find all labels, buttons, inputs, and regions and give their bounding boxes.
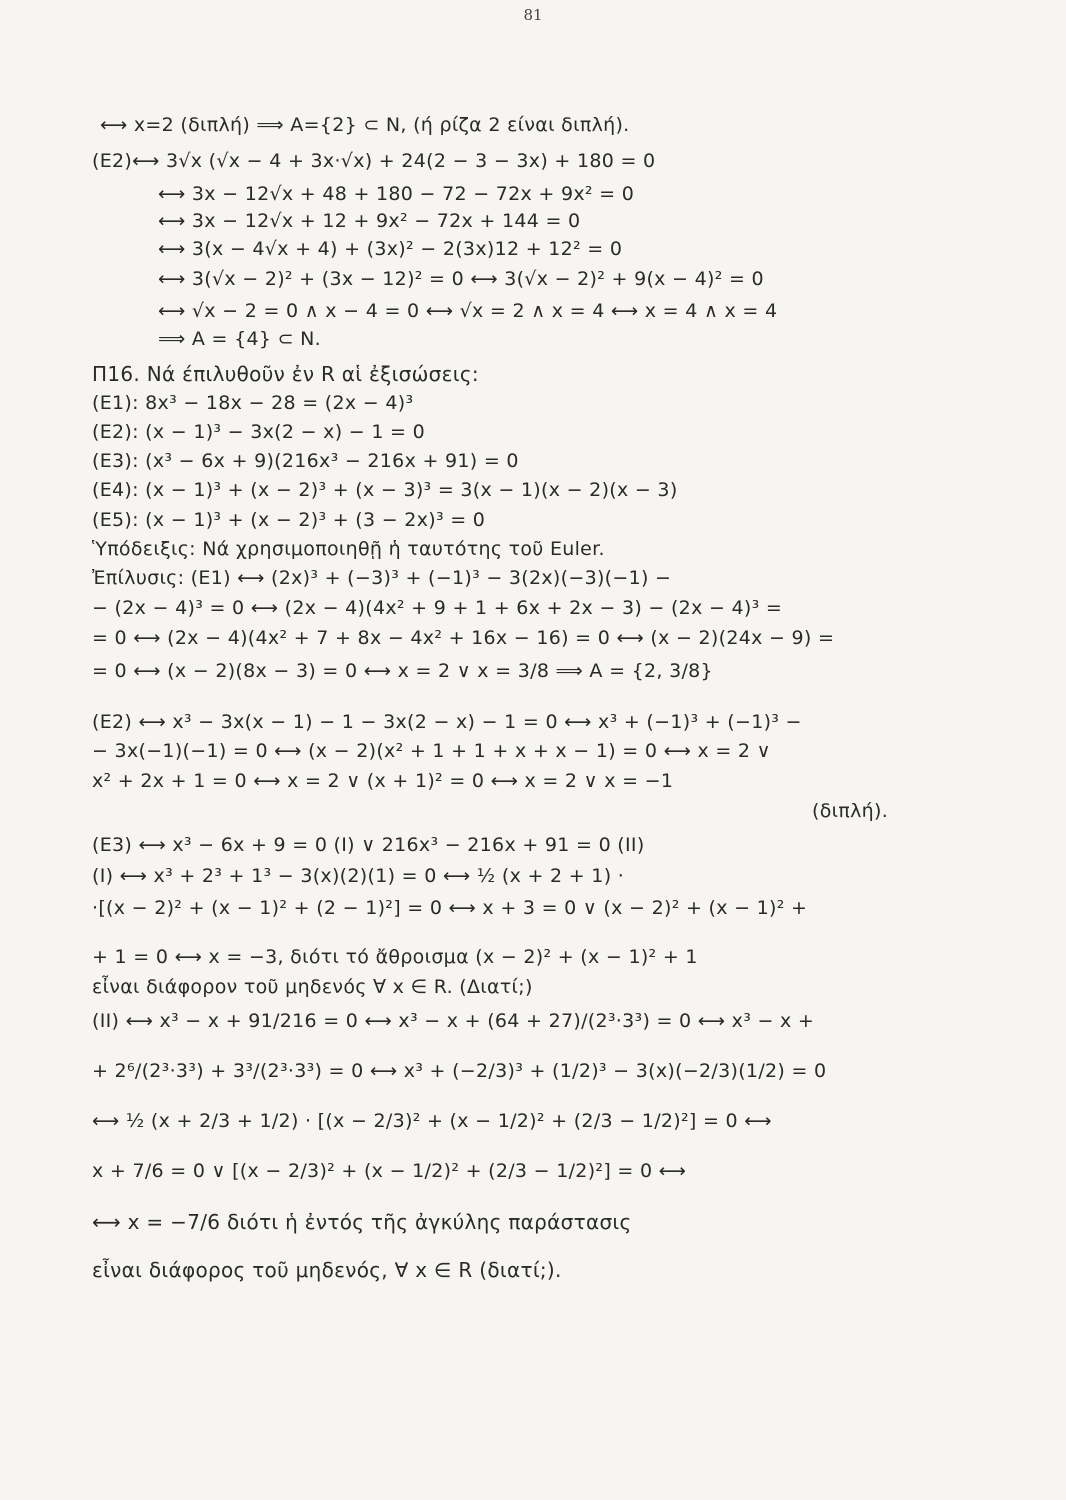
- solution-line: + 1 = 0 ⟷ x = −3, διότι τό ἄθροισμα (x − 2)² + (x − 1)² + 1: [92, 946, 698, 968]
- solution-line: (E2)⟷ 3√x (√x − 4 + 3x·√x) + 24(2 − 3 − 3x) + 180 = 0: [92, 150, 656, 172]
- equation-line: (E4): (x − 1)³ + (x − 2)³ + (x − 3)³ = 3(x − 1)(x − 2)(x − 3): [92, 479, 678, 501]
- hint-line: Ὑπόδειξις: Νά χρησιμοποιηθῇ ἡ ταυτότης τοῦ Euler.: [92, 538, 605, 560]
- page-number: 81: [523, 6, 543, 24]
- solution-line: − 3x(−1)(−1) = 0 ⟷ (x − 2)(x² + 1 + 1 + x + x − 1) = 0 ⟷ x = 2 ∨: [92, 740, 771, 762]
- solution-line: εἶναι διάφορος τοῦ μηδενός, ∀ x ∈ R (διατί;).: [92, 1258, 562, 1282]
- solution-line: ⟹ A = {4} ⊂ N.: [158, 328, 321, 350]
- solution-line: ·[(x − 2)² + (x − 1)² + (2 − 1)²] = 0 ⟷ x + 3 = 0 ∨ (x − 2)² + (x − 1)² +: [92, 897, 808, 919]
- solution-line: (I) ⟷ x³ + 2³ + 1³ − 3(x)(2)(1) = 0 ⟷ ½ (x + 2 + 1) ·: [92, 865, 625, 887]
- solution-line: x + 7/6 = 0 ∨ [(x − 2/3)² + (x − 1/2)² + (2/3 − 1/2)²] = 0 ⟷: [92, 1160, 687, 1182]
- solution-line: (E3) ⟷ x³ − 6x + 9 = 0 (I) ∨ 216x³ − 216x + 91 = 0 (II): [92, 834, 645, 856]
- solution-line: ⟷ 3(√x − 2)² + (3x − 12)² = 0 ⟷ 3(√x − 2)² + 9(x − 4)² = 0: [158, 268, 764, 290]
- equation-line: (E3): (x³ − 6x + 9)(216x³ − 216x + 91) = 0: [92, 450, 519, 472]
- solution-line: = 0 ⟷ (2x − 4)(4x² + 7 + 8x − 4x² + 16x − 16) = 0 ⟷ (x − 2)(24x − 9) =: [92, 627, 835, 649]
- solution-line: ⟷ 3x − 12√x + 12 + 9x² − 72x + 144 = 0: [158, 210, 581, 232]
- solution-line: = 0 ⟷ (x − 2)(8x − 3) = 0 ⟷ x = 2 ∨ x = 3/8 ⟹ A = {2, 3/8}: [92, 660, 713, 682]
- equation-line: (E2): (x − 1)³ − 3x(2 − x) − 1 = 0: [92, 421, 425, 443]
- solution-line: x² + 2x + 1 = 0 ⟷ x = 2 ∨ (x + 1)² = 0 ⟷ x = 2 ∨ x = −1: [92, 770, 674, 792]
- solution-line: − (2x − 4)³ = 0 ⟷ (2x − 4)(4x² + 9 + 1 + 6x + 2x − 3) − (2x − 4)³ =: [92, 597, 783, 619]
- solution-line: + 2⁶/(2³·3³) + 3³/(2³·3³) = 0 ⟷ x³ + (−2/3)³ + (1/2)³ − 3(x)(−2/3)(1/2) = 0: [92, 1060, 827, 1082]
- solution-line: (διπλή).: [812, 800, 889, 822]
- solution-line: ⟷ 3(x − 4√x + 4) + (3x)² − 2(3x)12 + 12² = 0: [158, 238, 623, 260]
- solution-line: ⟷ x=2 (διπλή) ⟹ A={2} ⊂ N, (ή ρίζα 2 είναι διπλή).: [100, 114, 630, 136]
- solution-line: (II) ⟷ x³ − x + 91/216 = 0 ⟷ x³ − x + (64 + 27)/(2³·3³) = 0 ⟷ x³ − x +: [92, 1010, 815, 1032]
- solution-line: ⟷ x = −7/6 διότι ἡ ἐντός τῆς ἀγκύλης παράστασις: [92, 1210, 632, 1234]
- solution-line: (E2) ⟷ x³ − 3x(x − 1) − 1 − 3x(2 − x) − 1 = 0 ⟷ x³ + (−1)³ + (−1)³ −: [92, 711, 802, 733]
- problem-heading: Π16. Νά έπιλυθοῦν ἐν R αἱ ἐξισώσεις:: [92, 362, 479, 386]
- solution-line: Ἐπίλυσις: (E1) ⟷ (2x)³ + (−3)³ + (−1)³ − 3(2x)(−3)(−1) −: [92, 567, 672, 589]
- solution-line: ⟷ ½ (x + 2/3 + 1/2) · [(x − 2/3)² + (x − 1/2)² + (2/3 − 1/2)²] = 0 ⟷: [92, 1110, 772, 1132]
- solution-line: ⟷ √x − 2 = 0 ∧ x − 4 = 0 ⟷ √x = 2 ∧ x = 4 ⟷ x = 4 ∧ x = 4: [158, 300, 778, 322]
- solution-line: εἶναι διάφορον τοῦ μηδενός ∀ x ∈ R. (Διατί;): [92, 976, 533, 998]
- equation-line: (E5): (x − 1)³ + (x − 2)³ + (3 − 2x)³ = 0: [92, 509, 486, 531]
- equation-line: (E1): 8x³ − 18x − 28 = (2x − 4)³: [92, 392, 414, 414]
- solution-line: ⟷ 3x − 12√x + 48 + 180 − 72 − 72x + 9x² = 0: [158, 183, 635, 205]
